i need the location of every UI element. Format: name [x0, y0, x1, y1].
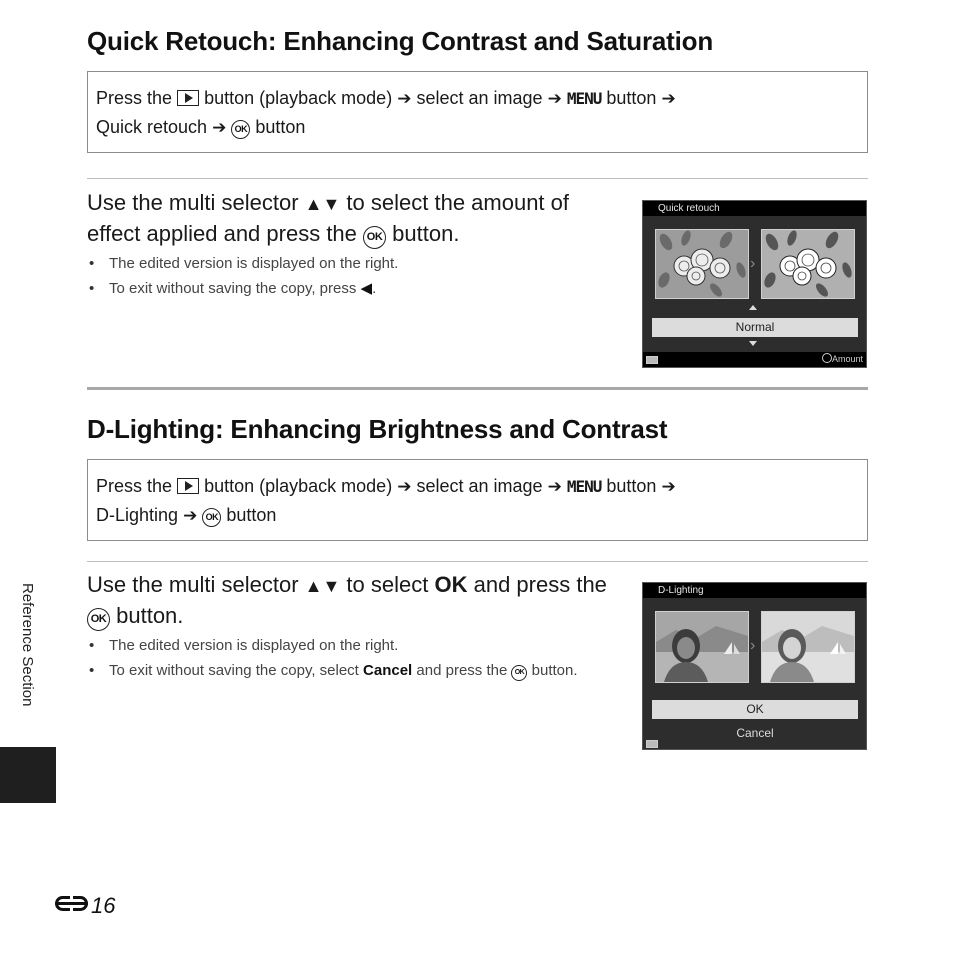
right-arrow-icon: ➔ — [397, 477, 412, 496]
list-item — [89, 635, 614, 657]
ok-button-icon: OK — [363, 226, 386, 249]
bullet-option-cancel: Cancel — [363, 662, 413, 679]
ok-button-icon: OK — [511, 665, 527, 681]
footer-amount — [822, 353, 863, 364]
rotary-selector-icon — [822, 353, 832, 363]
section1-access-path — [87, 71, 868, 153]
option-cancel[interactable]: Cancel — [736, 726, 774, 740]
page-number — [55, 893, 115, 919]
playback-button-icon — [177, 90, 199, 106]
path-ok-button: button — [255, 117, 306, 137]
step-text: to select the amount of effect applied and press the — [87, 190, 569, 246]
step-text: to select — [346, 572, 429, 597]
right-arrow-icon: ➔ — [547, 477, 562, 496]
chapter-e-icon — [55, 896, 91, 914]
original-image-thumbnail — [655, 611, 749, 683]
screen-footer — [643, 352, 866, 367]
amount-value: Normal — [652, 318, 858, 337]
up-down-icon: ▲▼ — [304, 194, 341, 214]
path-button: button — [606, 88, 657, 108]
path-select-image: select an image — [416, 476, 543, 496]
list-item — [89, 278, 609, 300]
playback-button-icon — [177, 478, 199, 494]
section1-step — [87, 188, 607, 249]
ok-button-icon: OK — [87, 608, 110, 631]
original-image-thumbnail — [655, 229, 749, 299]
ok-button-icon: OK — [231, 120, 250, 139]
side-tab-marker — [0, 747, 56, 803]
path-button: button — [606, 476, 657, 496]
path-press-the: Press the — [96, 476, 173, 496]
path-select-image: select an image — [416, 88, 543, 108]
step-option-ok: OK — [434, 572, 468, 597]
side-section-label: Reference Section — [19, 583, 36, 707]
up-down-icon: ▲▼ — [304, 576, 341, 596]
bullet-text: and press the — [416, 662, 508, 679]
screen-title: Quick retouch — [643, 201, 866, 216]
section-divider — [87, 387, 868, 390]
footer-amount-label: Amount — [831, 354, 863, 364]
divider — [87, 178, 868, 179]
path-button-playback: button (playback mode) — [204, 88, 393, 108]
path-ok-button: button — [226, 505, 277, 525]
right-arrow-icon: ➔ — [397, 89, 412, 108]
left-triangle-icon: ◀ — [360, 280, 373, 297]
list-item — [89, 660, 614, 682]
menu-button-icon: MENU — [566, 89, 602, 108]
path-item: D-Lighting — [96, 505, 179, 525]
bullet-text: button. — [531, 662, 578, 679]
step-text: Use the multi selector — [87, 190, 299, 215]
bullet-text: To exit without saving the copy, select — [109, 662, 359, 679]
right-arrow-icon: ➔ — [661, 89, 676, 108]
path-button-playback: button (playback mode) — [204, 476, 393, 496]
battery-icon — [646, 356, 658, 364]
section2-bullets — [89, 635, 614, 685]
right-arrow-icon: ➔ — [547, 89, 562, 108]
path-item: Quick retouch — [96, 117, 208, 137]
section1-bullets — [89, 253, 609, 303]
chevron-right-icon: › — [750, 255, 756, 272]
right-arrow-icon: ➔ — [212, 118, 227, 137]
d-lighting-image-thumbnail — [761, 611, 855, 683]
bullet-text: To exit without saving the copy, press — [109, 280, 357, 297]
chevron-right-icon: › — [750, 637, 756, 654]
screen-title: D-Lighting — [643, 583, 866, 598]
step-text: button. — [392, 221, 460, 246]
ok-button-icon: OK — [202, 508, 221, 527]
bullet-text: The edited version is displayed on the right. — [109, 637, 399, 654]
section2-step — [87, 570, 617, 631]
up-arrow-icon — [749, 305, 757, 310]
option-ok[interactable]: OK — [652, 700, 858, 719]
down-arrow-icon — [749, 341, 757, 346]
page-number-text: 16 — [91, 893, 116, 918]
section2-access-path — [87, 459, 868, 541]
bullet-text: The edited version is displayed on the right. — [109, 255, 399, 272]
quick-retouch-screen — [642, 200, 867, 368]
right-arrow-icon: ➔ — [661, 477, 676, 496]
section1-title: Quick Retouch: Enhancing Contrast and Saturation — [87, 26, 714, 56]
menu-button-icon: MENU — [566, 477, 602, 496]
section2-title: D-Lighting: Enhancing Brightness and Contrast — [87, 414, 668, 444]
right-arrow-icon: ➔ — [183, 506, 198, 525]
bullet-text: . — [372, 280, 377, 297]
retouched-image-thumbnail — [761, 229, 855, 299]
divider — [87, 561, 868, 562]
path-press-the: Press the — [96, 88, 173, 108]
step-text: and press the — [473, 572, 607, 597]
list-item — [89, 253, 609, 275]
step-text: Use the multi selector — [87, 572, 299, 597]
d-lighting-screen — [642, 582, 867, 750]
step-text: button. — [116, 603, 184, 628]
battery-icon — [646, 740, 658, 748]
